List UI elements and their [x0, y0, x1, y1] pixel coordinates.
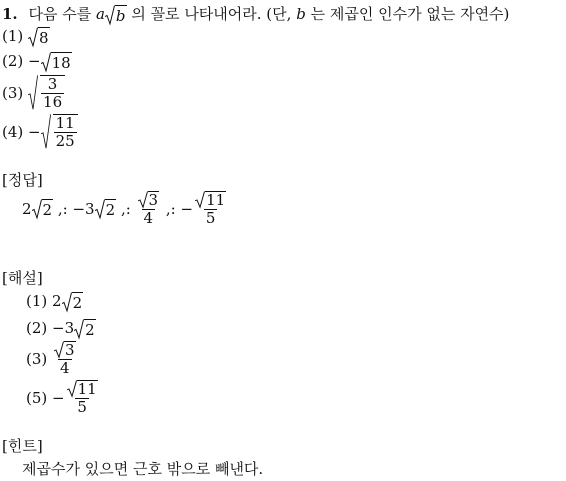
fraction-numerator: 11: [55, 114, 75, 132]
answer-4-denominator: 5: [205, 209, 216, 227]
answer-2-coef: −3: [72, 200, 95, 218]
item-neg: −: [28, 52, 41, 70]
answer-3-fraction: [136, 191, 162, 227]
item-radical: [41, 52, 72, 73]
answer-1-coef: 2: [22, 200, 32, 218]
solution-1: [26, 291, 83, 313]
problem-text-c: 는 제곱인 인수가 없는 자연수): [310, 5, 510, 23]
solution-radicand: 3: [65, 341, 75, 359]
problem-text-b: 의 꼴로 나타내어라. (단,: [131, 5, 292, 23]
solution-radicand: 11: [77, 380, 97, 398]
item-fraction: [41, 76, 64, 111]
solution-coef: −3: [52, 319, 75, 337]
solution-fraction: [65, 380, 100, 416]
solution-3: [26, 341, 78, 377]
solution-radical: [74, 319, 96, 340]
item-radical: [28, 27, 50, 48]
fraction-denominator: 25: [55, 132, 75, 150]
hint-heading: [힌트]: [2, 437, 43, 455]
answer-line: [22, 191, 228, 227]
solution-neg: −: [52, 389, 65, 407]
problem-number: 1.: [2, 5, 18, 23]
item-label: (1): [2, 27, 24, 45]
solution-label: (3): [26, 350, 48, 368]
item-label: (2): [2, 52, 24, 70]
problem-text-b2: b: [296, 5, 306, 23]
answer-2-radicand: 2: [105, 200, 116, 219]
solution-label: (5): [26, 389, 48, 407]
answer-4-neg: −: [180, 200, 194, 218]
solution-coef: 2: [52, 292, 62, 310]
answer-1-radical: [32, 199, 54, 220]
fraction-numerator: 3: [47, 75, 58, 93]
answer-4-radicand: 11: [206, 191, 226, 209]
solution-radicand: 2: [85, 320, 95, 339]
answer-4-fraction: [193, 191, 228, 227]
solution-fraction: [52, 341, 78, 377]
item-1: [2, 26, 50, 48]
answer-heading: [정답]: [2, 171, 43, 189]
solution-radical: [67, 380, 98, 398]
answer-separator: ,:: [165, 200, 176, 218]
answer-separator: ,:: [120, 200, 131, 218]
item-3: [2, 75, 65, 111]
answer-3-radicand: 3: [148, 191, 159, 209]
solution-radical: [54, 341, 76, 359]
problem-expr-b: b: [115, 6, 126, 25]
solution-denominator: 4: [60, 359, 70, 377]
problem-statement: [2, 4, 509, 26]
item-label: (4): [2, 123, 24, 141]
fraction-denominator: 16: [43, 93, 63, 111]
answer-separator: ,:: [57, 200, 68, 218]
item-radicand: 18: [51, 53, 71, 72]
solution-heading: [해설]: [2, 269, 43, 287]
hint-text: 제곱수가 있으면 근호 밖으로 빼낸다.: [22, 460, 264, 478]
answer-3-radical: [138, 191, 160, 209]
answer-4-radical: [195, 191, 226, 209]
item-radical: [28, 75, 65, 111]
answer-1-radicand: 2: [42, 200, 53, 219]
problem-expr-a: a: [95, 5, 105, 23]
solution-radical: [62, 292, 84, 313]
solution-label: (1): [26, 292, 48, 310]
item-radicand: 8: [39, 28, 49, 47]
item-neg: −: [28, 123, 41, 141]
solution-2: [26, 318, 96, 340]
problem-text-a: 다음 수를: [28, 5, 92, 23]
solution-4: [26, 380, 100, 416]
solution-label: (2): [26, 319, 48, 337]
item-2: [2, 51, 72, 73]
answer-2-radical: [95, 199, 117, 220]
solution-denominator: 5: [77, 398, 87, 416]
item-label: (3): [2, 84, 24, 102]
solution-radicand: 2: [72, 293, 83, 312]
answer-3-denominator: 4: [143, 209, 154, 227]
problem-radical: [105, 5, 127, 26]
item-fraction: [54, 115, 77, 150]
item-4: [2, 114, 78, 150]
item-radical: [41, 114, 78, 150]
